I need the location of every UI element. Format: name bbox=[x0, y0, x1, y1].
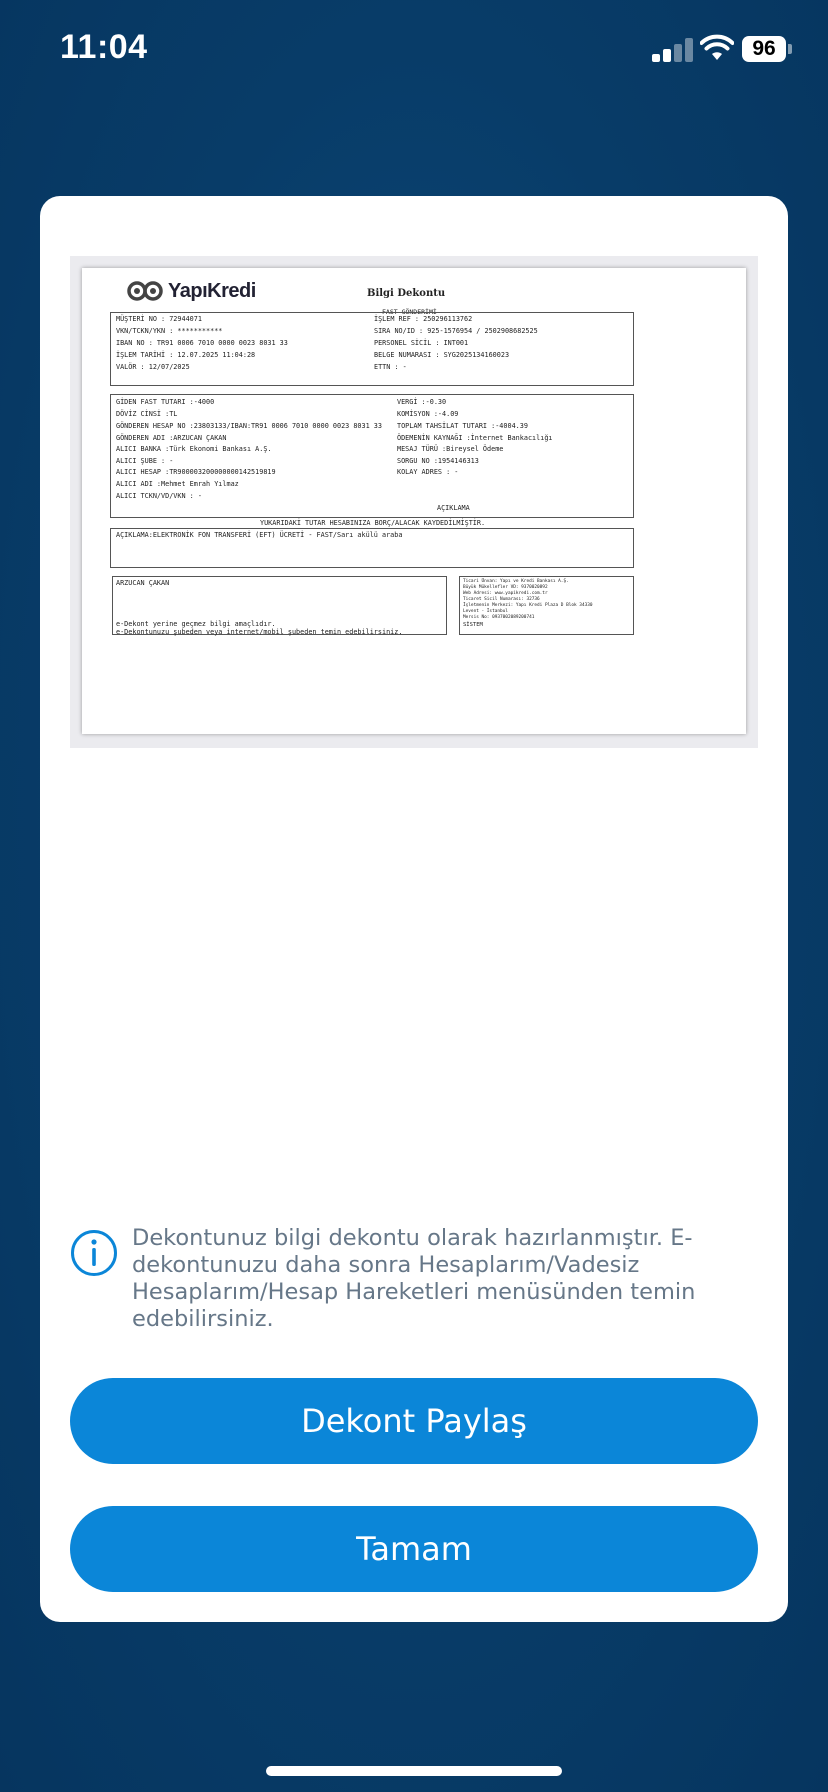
battery-tip bbox=[788, 44, 792, 54]
company-info-7: SİSTEM bbox=[463, 622, 483, 628]
document-title: Bilgi Dekontu bbox=[367, 288, 446, 299]
detail-left-1: DÖVİZ CİNSİ :TL bbox=[116, 410, 178, 418]
detail-left-0: GİDEN FAST TUTARI :-4000 bbox=[116, 398, 215, 406]
ok-button[interactable]: Tamam bbox=[70, 1506, 758, 1592]
detail-right-2: TOPLAM TAHSİLAT TUTARI :-4004.39 bbox=[397, 422, 528, 430]
company-info-2: Web Adresi: www.yapikredi.com.tr bbox=[463, 591, 548, 596]
detail-left-2: GÖNDEREN HESAP NO :23803133/IBAN:TR91 0006 7010 0000 0023 8031 33 bbox=[116, 422, 382, 430]
header-left-0: MÜŞTERİ NO : 72944071 bbox=[116, 315, 202, 323]
detail-left-6: ALICI HESAP :TR900003200000000142519819 bbox=[116, 468, 276, 476]
detail-left-4: ALICI BANKA :Türk Ekonomi Bankası A.Ş. bbox=[116, 445, 272, 453]
signer-name: ARZUCAN ÇAKAN bbox=[116, 579, 170, 587]
bank-logo bbox=[126, 278, 256, 304]
info-text: Dekontunuz bilgi dekontu olarak hazırlanmıştır. E-dekontunuzu daha sonra Hesaplarım/Vadesiz Hesaplarım/Hesap Hareketleri menüsünden temin edebilirsiniz. bbox=[132, 1225, 696, 1332]
footer-note-0: e-Dekont yerine geçmez bilgi amaçlıdır. bbox=[116, 620, 276, 628]
info-icon bbox=[70, 1229, 118, 1277]
header-left-4: VALÖR : 12/07/2025 bbox=[116, 363, 190, 371]
wifi-icon bbox=[700, 34, 734, 62]
header-left-3: İŞLEM TARİHİ : 12.07.2025 11:04:28 bbox=[116, 351, 256, 359]
status-time: 11:04 bbox=[60, 28, 148, 66]
detail-left-3: GÖNDEREN ADI :ARZUCAN ÇAKAN bbox=[116, 434, 227, 442]
receipt-preview[interactable] bbox=[70, 256, 758, 748]
notice-line: YUKARIDAKİ TUTAR HESABINIZA BORÇ/ALACAK KAYDEDİLMİŞTİR. bbox=[260, 519, 486, 527]
header-right-2: PERSONEL SİCİL : INT001 bbox=[374, 339, 469, 347]
document-subtitle: FAST GÖNDERİMİ bbox=[382, 308, 437, 316]
header-right-1: SIRA NO/ID : 925-1576954 / 2502908682525 bbox=[374, 327, 538, 335]
header-left-1: VKN/TCKN/YKN : *********** bbox=[116, 327, 223, 335]
company-info-6: Mersis No: 0937002089200741 bbox=[463, 615, 535, 620]
header-right-4: ETTN : - bbox=[374, 363, 407, 371]
cellular-signal-icon bbox=[652, 38, 696, 62]
header-left-2: IBAN NO : TR91 0006 7010 0000 0023 8031 33 bbox=[116, 339, 288, 347]
detail-left-7: ALICI ADI :Mehmet Emrah Yılmaz bbox=[116, 480, 239, 488]
header-right-0: İŞLEM REF : 250296113762 bbox=[374, 315, 473, 323]
detail-right-0: VERGİ :-0.30 bbox=[397, 398, 447, 406]
company-info-4: İşletmenin Merkezi: Yapı Kredi Plaza D Blok 34330 bbox=[463, 603, 593, 608]
receipt-modal bbox=[40, 196, 788, 1622]
share-receipt-button[interactable]: Dekont Paylaş bbox=[70, 1378, 758, 1464]
aciklama-label: AÇIKLAMA bbox=[437, 504, 470, 512]
company-info-3: Ticaret Sicil Numarası: 32736 bbox=[463, 597, 540, 602]
detail-right-5: SORGU NO :1954146313 bbox=[397, 457, 479, 465]
detail-left-8: ALICI TCKN/VD/VKN : - bbox=[116, 492, 202, 500]
header-box bbox=[110, 312, 634, 386]
detail-right-3: ÖDEMENİN KAYNAĞI :İnternet Bankacılığı bbox=[397, 434, 553, 442]
header-right-3: BELGE NUMARASI : SYG2025134160023 bbox=[374, 351, 510, 359]
logo-text: YapıKredi bbox=[168, 279, 256, 302]
status-bar bbox=[0, 0, 828, 100]
company-info-1: Büyük Mükellefler VD: 9370020892 bbox=[463, 585, 548, 590]
detail-right-6: KOLAY ADRES : - bbox=[397, 468, 459, 476]
detail-right-1: KOMİSYON :-4.09 bbox=[397, 410, 459, 418]
battery-icon: 96 bbox=[742, 36, 786, 62]
company-info-5: Levent - İstanbul bbox=[463, 609, 508, 614]
logo-mark-icon bbox=[126, 280, 164, 302]
home-indicator[interactable] bbox=[266, 1766, 562, 1776]
detail-right-4: MESAJ TÜRÜ :Bireysel Ödeme bbox=[397, 445, 504, 453]
detail-left-5: ALICI ŞUBE : - bbox=[116, 457, 174, 465]
description-text: AÇIKLAMA:ELEKTRONİK FON TRANSFERİ (EFT) ÜCRETİ - FAST/Sarı akülü araba bbox=[116, 531, 403, 539]
company-info-0: Ticari Ünvan: Yapı ve Kredi Bankası A.Ş. bbox=[463, 579, 569, 584]
footer-note-1: e-Dekontunuzu şubeden veya internet/mobil şubeden temin edebilirsiniz. bbox=[116, 628, 403, 636]
receipt-document bbox=[82, 268, 746, 734]
